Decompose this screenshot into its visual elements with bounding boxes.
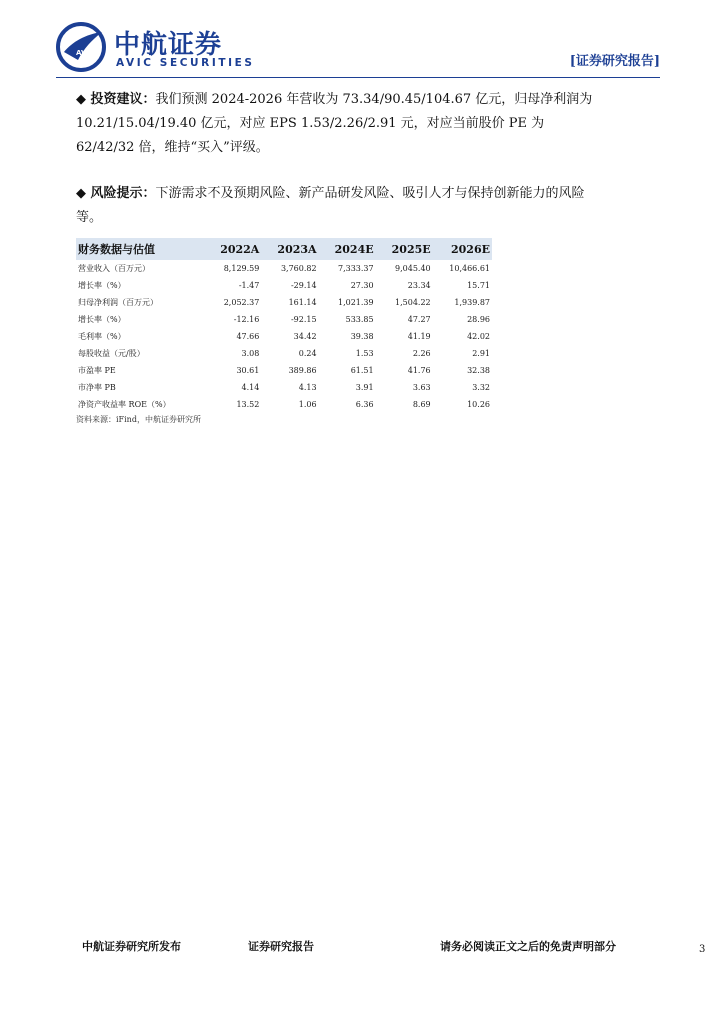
table-cell: 7,333.37	[337, 264, 374, 273]
table-header-cell: 2026E	[433, 238, 492, 260]
table-cell: 2,052.37	[223, 298, 260, 307]
table-cell: 毛利率（%）	[78, 332, 126, 341]
table-cell: 41.19	[407, 332, 431, 341]
table-cell: 23.34	[407, 281, 431, 290]
table-cell: 6.36	[355, 400, 374, 409]
footer-disclaimer: 请务必阅读正文之后的免责声明部分	[440, 940, 616, 953]
table-cell: 161.14	[288, 298, 317, 307]
table-cell: 28.96	[467, 315, 490, 324]
table-row	[76, 345, 492, 362]
table-row	[76, 260, 492, 277]
table-cell: -12.16	[233, 315, 260, 324]
table-cell: -1.47	[238, 281, 260, 290]
table-cell: 41.76	[407, 366, 431, 375]
table-cell: 1.53	[355, 349, 374, 358]
table-cell: 1.06	[298, 400, 317, 409]
table-cell: 30.61	[236, 366, 260, 375]
table-source-note: 资料来源：iFind，中航证券研究所	[76, 415, 201, 424]
table-row	[76, 396, 492, 413]
investment-advice-lead: ◆ 投资建议：	[76, 92, 156, 107]
table-cell: 4.13	[298, 383, 317, 392]
table-cell: 0.24	[298, 349, 317, 358]
table-cell: 34.42	[293, 332, 317, 341]
table-cell: 4.14	[241, 383, 260, 392]
table-cell: 8.69	[412, 400, 431, 409]
table-cell: 27.30	[350, 281, 374, 290]
table-header-cell: 2022A	[204, 238, 261, 260]
table-cell: 32.38	[467, 366, 490, 375]
table-cell: 3.32	[472, 383, 490, 392]
logo-badge: AVIC	[76, 49, 95, 57]
table-header-cell: 2025E	[376, 238, 433, 260]
table-cell: -92.15	[290, 315, 317, 324]
table-cell: 15.71	[467, 281, 490, 290]
logo-chinese-name: 中航证券	[114, 30, 223, 60]
table-cell: 61.51	[350, 366, 374, 375]
table-row	[76, 277, 492, 294]
table-cell: 1,021.39	[337, 298, 374, 307]
table-cell: 8,129.59	[223, 264, 260, 273]
financial-forecast-table	[76, 238, 492, 413]
table-cell: 增长率（%）	[78, 315, 126, 324]
table-header-cell: 2023A	[261, 238, 318, 260]
table-cell: 47.27	[407, 315, 431, 324]
table-cell: 市盈率 PE	[78, 366, 116, 375]
table-cell: 市净率 PB	[78, 383, 116, 392]
investment-advice-paragraph	[76, 88, 596, 160]
page-number: 3	[699, 944, 706, 955]
table-cell: 净资产收益率 ROE（%）	[78, 400, 171, 409]
table-cell: 10.26	[467, 400, 490, 409]
table-cell: 每股收益（元/股）	[78, 349, 145, 358]
table-cell: 39.38	[350, 332, 374, 341]
risk-warning-lead: ◆ 风险提示：	[76, 186, 156, 201]
table-header-cell: 2024E	[319, 238, 376, 260]
logo-english-name: AVIC SECURITIES	[116, 57, 255, 69]
table-cell: 1,939.87	[454, 298, 490, 307]
table-row	[76, 311, 492, 328]
table-row	[76, 328, 492, 345]
table-cell: 2.26	[412, 349, 431, 358]
header-divider	[56, 77, 660, 78]
table-header-row	[76, 238, 492, 260]
risk-warning-text: 下游需求不及预期风险、新产品研发风险、吸引人才与保持创新能力的风险等。	[76, 186, 585, 225]
table-cell: 增长率（%）	[78, 281, 126, 290]
table-cell: 389.86	[288, 366, 317, 375]
table-cell: 47.66	[236, 332, 260, 341]
table-cell: -29.14	[290, 281, 317, 290]
table-cell: 1,504.22	[395, 298, 431, 307]
table-header-cell: 财务数据与估值	[76, 238, 204, 260]
table-cell: 13.52	[236, 400, 260, 409]
table-cell: 533.85	[345, 315, 374, 324]
table-cell: 归母净利润（百万元）	[78, 298, 158, 307]
report-type-tag: [证券研究报告]	[569, 54, 660, 69]
table-cell: 3.08	[241, 349, 260, 358]
table-cell: 3,760.82	[280, 264, 317, 273]
table-row	[76, 379, 492, 396]
footer-publisher: 中航证券研究所发布	[82, 940, 181, 953]
table-cell: 2.91	[472, 349, 490, 358]
avic-logo-icon	[56, 22, 106, 72]
page-header	[56, 22, 660, 78]
table-row	[76, 294, 492, 311]
risk-warning-paragraph	[76, 182, 596, 230]
footer-report-type: 证券研究报告	[248, 940, 314, 953]
table-cell: 3.91	[355, 383, 374, 392]
table-cell: 9,045.40	[395, 264, 431, 273]
investment-advice-text: 我们预测 2024-2026 年营收为 73.34/90.45/104.67 亿元，归母净利润为 10.21/15.04/19.40 亿元，对应 EPS 1.53/2.26/2.91 元，对应当前股价 PE 为 62/42/32 倍，维持“买入”评级。	[76, 92, 593, 155]
table-row	[76, 362, 492, 379]
table-cell: 营业收入（百万元）	[78, 264, 150, 273]
table-cell: 10,466.61	[449, 264, 490, 273]
table-cell: 3.63	[412, 383, 431, 392]
table-cell: 42.02	[467, 332, 490, 341]
